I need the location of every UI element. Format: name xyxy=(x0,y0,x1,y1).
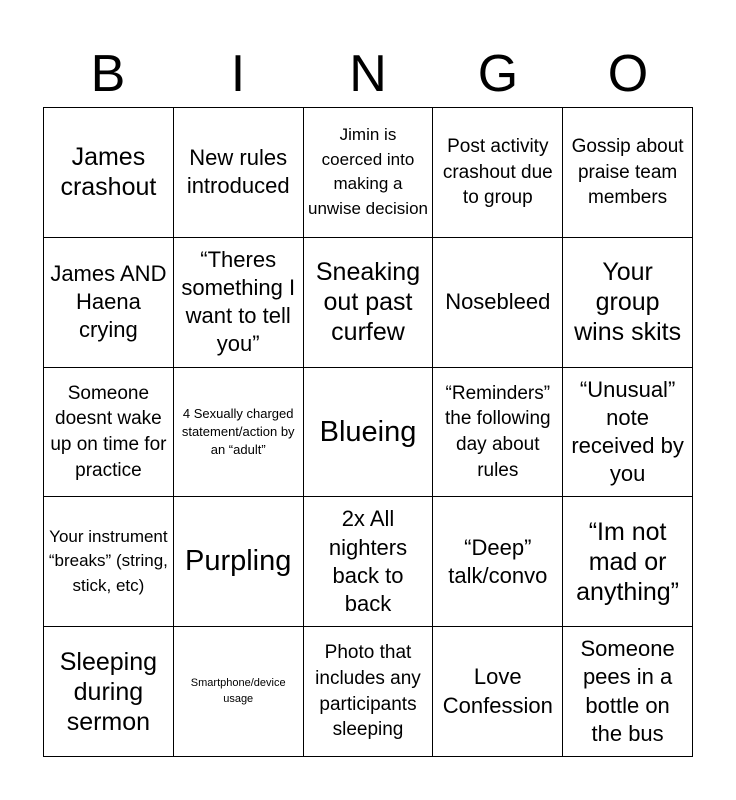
cell-text: Someone doesnt wake up on time for practice xyxy=(50,382,167,481)
bingo-cell-r4c4[interactable] xyxy=(433,497,563,627)
bingo-cell-r5c5[interactable] xyxy=(563,627,693,757)
cell-text: “Theres something I want to tell you” xyxy=(181,246,296,357)
bingo-cell-r2c5[interactable] xyxy=(563,238,693,368)
bingo-cell-r1c4[interactable] xyxy=(433,108,563,238)
bingo-cell-r2c2[interactable] xyxy=(174,238,304,368)
cell-text: James AND Haena crying xyxy=(50,260,167,343)
cell-text: Smartphone/device usage xyxy=(190,676,286,705)
cell-text: “Deep” talk/convo xyxy=(448,534,548,588)
cell-text: Love Confession xyxy=(442,664,553,718)
cell-text: Jimin is coerced into making a unwise decision xyxy=(307,125,428,219)
cell-text: Photo that includes any participants sleeping xyxy=(315,642,421,741)
cell-text: Sleeping during sermon xyxy=(59,647,158,736)
bingo-cell-r4c1[interactable] xyxy=(44,497,174,627)
bingo-cell-r1c3[interactable] xyxy=(304,108,434,238)
cell-text: 4 Sexually charged statement/action by an “adult” xyxy=(181,405,295,458)
bingo-cell-r4c2[interactable] xyxy=(174,497,304,627)
bingo-cell-r3c2[interactable] xyxy=(174,368,304,498)
header-letter-o: O xyxy=(607,45,649,103)
cell-text: Someone pees in a bottle on the bus xyxy=(580,636,675,746)
cell-text: Sneaking out past curfew xyxy=(315,258,421,347)
cell-text: “Im not mad or anything” xyxy=(576,517,680,606)
bingo-cell-r3c1[interactable] xyxy=(44,368,174,498)
header-letter-g: G xyxy=(477,45,519,103)
bingo-cell-r2c1[interactable] xyxy=(44,238,174,368)
header-letter-i: I xyxy=(230,45,246,103)
cell-text: Your group wins skits xyxy=(574,258,682,347)
bingo-cell-r4c5[interactable] xyxy=(563,497,693,627)
header-letter-b: B xyxy=(90,45,126,103)
cell-text: New rules introduced xyxy=(186,145,290,199)
cell-text: Blueing xyxy=(319,415,417,448)
cell-text: Gossip about praise team members xyxy=(571,135,684,209)
bingo-cell-r3c3[interactable] xyxy=(304,368,434,498)
bingo-cell-r5c1[interactable] xyxy=(44,627,174,757)
cell-text: Nosebleed xyxy=(445,289,551,315)
bingo-cell-r5c3[interactable] xyxy=(304,627,434,757)
bingo-cell-r2c3[interactable] xyxy=(304,238,434,368)
cell-text: Post activity crashout due to group xyxy=(442,135,553,209)
cell-text: Purpling xyxy=(184,545,292,578)
bingo-header xyxy=(43,40,693,108)
bingo-cell-r5c4[interactable] xyxy=(433,627,563,757)
cell-text: James crashout xyxy=(60,143,157,202)
bingo-cell-r3c4[interactable] xyxy=(433,368,563,498)
cell-text: “Reminders” the following day about rules xyxy=(444,382,551,481)
cell-text: “Unusual” note received by you xyxy=(571,376,684,487)
bingo-cell-r1c2[interactable] xyxy=(174,108,304,238)
bingo-board xyxy=(43,107,693,757)
header-letter-n: N xyxy=(349,45,387,103)
bingo-cell-r3c5[interactable] xyxy=(563,368,693,498)
bingo-cell-r5c2[interactable] xyxy=(174,627,304,757)
bingo-cell-r2c4[interactable] xyxy=(433,238,563,368)
cell-text: Your instrument “breaks” (string, stick, etc) xyxy=(48,526,168,596)
bingo-cell-r1c1[interactable] xyxy=(44,108,174,238)
cell-text: 2x All nighters back to back xyxy=(328,506,408,616)
bingo-cell-r4c3[interactable] xyxy=(304,497,434,627)
bingo-cell-r1c5[interactable] xyxy=(563,108,693,238)
